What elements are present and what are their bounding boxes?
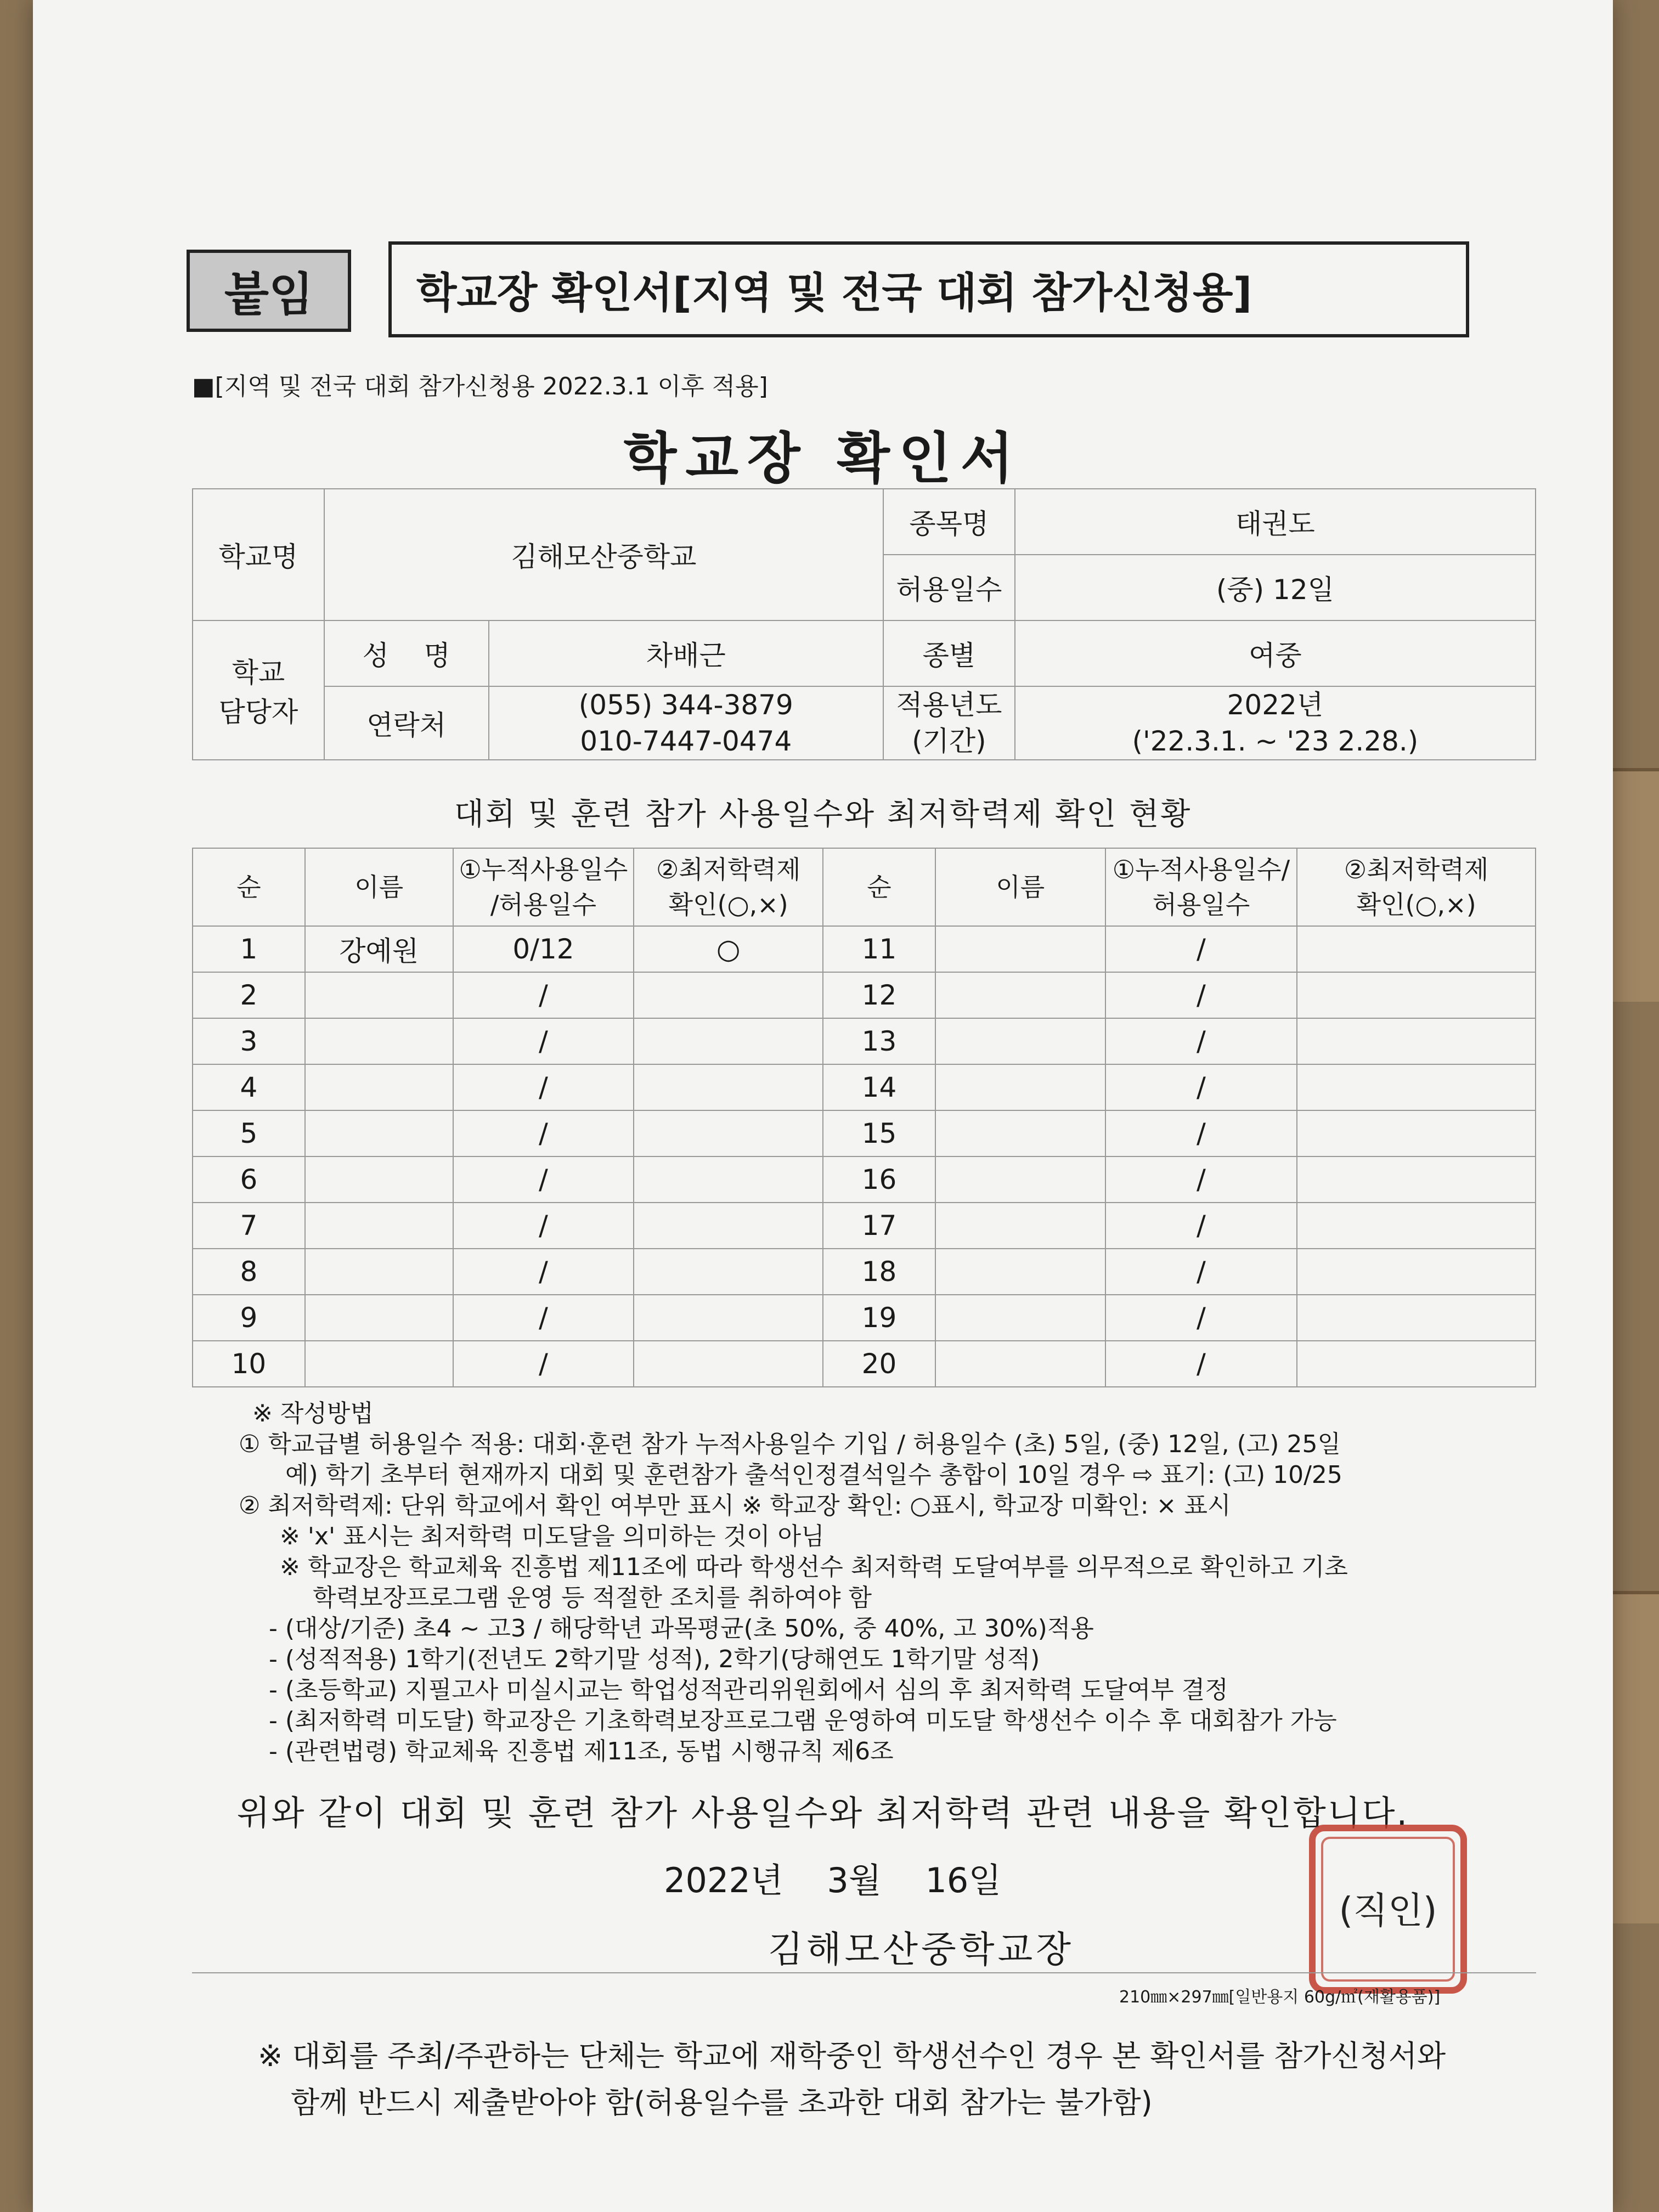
- min-grade-check: [1297, 1064, 1536, 1110]
- used-allowed-days: /: [1105, 1249, 1297, 1295]
- min-grade-check: [1297, 1295, 1536, 1341]
- student-name: 강예원: [305, 926, 453, 972]
- contact-phone-value: (055) 344-3879 010-7447-0474: [489, 686, 883, 760]
- student-name: [935, 972, 1105, 1018]
- bottom-note-line-2: 함께 반드시 제출받아야 함(허용일수를 초과한 대회 참가는 불가함): [291, 2085, 1153, 2120]
- used-allowed-days: /: [453, 1110, 634, 1156]
- min-grade-check: [634, 1341, 823, 1387]
- row-number: 5: [193, 1110, 305, 1156]
- participation-table: [192, 848, 1536, 1387]
- used-allowed-days: /: [1105, 1295, 1297, 1341]
- student-name: [305, 1295, 453, 1341]
- allowed-days-value: (중) 12일: [1015, 555, 1536, 620]
- info-table: [192, 488, 1536, 760]
- min-grade-check: [634, 1203, 823, 1249]
- attachment-tag: 붙임: [187, 250, 351, 332]
- row-number: 8: [193, 1249, 305, 1295]
- col-days: ①누적사용일수/ 허용일수: [1105, 848, 1297, 926]
- instruction-line: - (대상/기준) 초4 ~ 고3 / 해당학년 과목평균(초 50%, 중 40%, 고 30%)적용: [269, 1615, 1094, 1643]
- student-name: [935, 1341, 1105, 1387]
- student-name: [305, 1018, 453, 1064]
- section-title: 대회 및 훈련 참가 사용일수와 최저학력제 확인 현황: [454, 797, 1192, 832]
- col-name: 이름: [305, 848, 453, 926]
- event-value: 태권도: [1015, 489, 1536, 555]
- official-seal: [1306, 1821, 1470, 1997]
- contact-name-label: 성 명: [324, 620, 489, 686]
- min-grade-check: [1297, 1156, 1536, 1203]
- row-number: 13: [823, 1018, 935, 1064]
- min-grade-check: [1297, 1018, 1536, 1064]
- student-name: [935, 1156, 1105, 1203]
- used-allowed-days: /: [1105, 926, 1297, 972]
- contact-phone-label: 연락처: [324, 686, 489, 760]
- row-number: 1: [193, 926, 305, 972]
- used-allowed-days: /: [453, 1018, 634, 1064]
- student-name: [305, 1203, 453, 1249]
- min-grade-check: [634, 972, 823, 1018]
- header-title: 학교장 확인서[지역 및 전국 대회 참가신청용]: [388, 241, 1469, 337]
- student-name: [935, 1110, 1105, 1156]
- student-name: [935, 1295, 1105, 1341]
- min-grade-check: [634, 1064, 823, 1110]
- confirm-text: 위와 같이 대회 및 훈련 참가 사용일수와 최저학력 관련 내용을 확인합니다.: [236, 1793, 1409, 1833]
- instruction-line: - (관련법령) 학교체육 진흥법 제11조, 동법 시행규칙 제6조: [269, 1737, 894, 1765]
- event-label: 종목명: [883, 489, 1015, 555]
- student-name: [305, 972, 453, 1018]
- principal-name: 김해모산중학교장: [768, 1928, 1075, 1971]
- min-grade-check: [1297, 926, 1536, 972]
- row-number: 10: [193, 1341, 305, 1387]
- instruction-line: ※ 학교장은 학교체육 진흥법 제11조에 따라 학생선수 최저학력 도달여부를 의무적으로 확인하고 기초: [280, 1553, 1348, 1581]
- signature-date: 2022년 3월 16일: [664, 1860, 1002, 1900]
- used-allowed-days: /: [453, 972, 634, 1018]
- used-allowed-days: /: [453, 1341, 634, 1387]
- table-row: [193, 1064, 1536, 1110]
- col-days: ①누적사용일수 /허용일수: [453, 848, 634, 926]
- table-row: [193, 1156, 1536, 1203]
- row-number: 12: [823, 972, 935, 1018]
- min-grade-check: [634, 1156, 823, 1203]
- instruction-line: ② 최저학력제: 단위 학교에서 확인 여부만 표시 ※ 학교장 확인: ○표시, 학교장 미확인: × 표시: [239, 1492, 1231, 1520]
- table-row: [193, 1018, 1536, 1064]
- apply-year-value: 2022년 ('22.3.1. ~ '23 2.28.): [1015, 686, 1536, 760]
- row-number: 9: [193, 1295, 305, 1341]
- instruction-line: 예) 학기 초부터 현재까지 대회 및 훈련참가 출석인정결석일수 총합이 10일 경우 ⇨ 표기: (고) 10/25: [285, 1461, 1342, 1489]
- category-label: 종별: [883, 620, 1015, 686]
- row-number: 17: [823, 1203, 935, 1249]
- used-allowed-days: /: [1105, 1064, 1297, 1110]
- applied-note: ■[지역 및 전국 대회 참가신청용 2022.3.1 이후 적용]: [192, 373, 768, 400]
- divider: [192, 1972, 1536, 1973]
- document-title: 학교장 확인서: [623, 426, 1023, 490]
- table-header-row: [193, 848, 1536, 926]
- bottom-note-line-1: ※ 대회를 주최/주관하는 단체는 학교에 재학중인 학생선수인 경우 본 확인서를 참가신청서와: [258, 2039, 1446, 2073]
- student-name: [935, 1018, 1105, 1064]
- min-grade-check: [634, 1018, 823, 1064]
- min-grade-check: [634, 1249, 823, 1295]
- student-name: [305, 1249, 453, 1295]
- row-number: 7: [193, 1203, 305, 1249]
- contact-name-value: 차배근: [489, 620, 883, 686]
- student-name: [305, 1064, 453, 1110]
- student-name: [935, 1064, 1105, 1110]
- instruction-line: ※ 작성방법: [252, 1400, 374, 1427]
- min-grade-check: [1297, 972, 1536, 1018]
- instruction-line: 학력보장프로그램 운영 등 적절한 조치를 취하여야 함: [313, 1584, 872, 1612]
- col-name: 이름: [935, 848, 1105, 926]
- used-allowed-days: /: [1105, 1203, 1297, 1249]
- student-name: [935, 926, 1105, 972]
- used-allowed-days: /: [1105, 1341, 1297, 1387]
- used-allowed-days: /: [1105, 1018, 1297, 1064]
- row-number: 3: [193, 1018, 305, 1064]
- row-number: 4: [193, 1064, 305, 1110]
- student-name: [305, 1341, 453, 1387]
- used-allowed-days: /: [453, 1203, 634, 1249]
- row-number: 2: [193, 972, 305, 1018]
- table-row: [193, 1341, 1536, 1387]
- allowed-days-label: 허용일수: [883, 555, 1015, 620]
- instruction-line: - (성적적용) 1학기(전년도 2학기말 성적), 2학기(당해연도 1학기말 성적): [269, 1645, 1040, 1673]
- school-name-label: 학교명: [193, 489, 324, 620]
- student-name: [305, 1156, 453, 1203]
- row-number: 18: [823, 1249, 935, 1295]
- col-no: 순: [823, 848, 935, 926]
- row-number: 20: [823, 1341, 935, 1387]
- table-row: [193, 972, 1536, 1018]
- used-allowed-days: /: [453, 1295, 634, 1341]
- student-name: [305, 1110, 453, 1156]
- document-page: [33, 0, 1613, 2212]
- min-grade-check: [1297, 1341, 1536, 1387]
- contact-group-label: 학교 담당자: [193, 620, 324, 760]
- seal-mark: (직인): [1339, 1889, 1437, 1932]
- row-number: 15: [823, 1110, 935, 1156]
- instruction-line: - (최저학력 미도달) 학교장은 기초학력보장프로그램 운영하여 미도달 학생선수 이수 후 대회참가 가능: [269, 1707, 1337, 1735]
- student-name: [935, 1203, 1105, 1249]
- col-min-grade: ②최저학력제 확인(○,×): [1297, 848, 1536, 926]
- col-no: 순: [193, 848, 305, 926]
- row-number: 6: [193, 1156, 305, 1203]
- min-grade-check: [1297, 1110, 1536, 1156]
- table-row: [193, 926, 1536, 972]
- used-allowed-days: /: [453, 1156, 634, 1203]
- paper-spec: 210㎜×297㎜[일반용지 60g/㎡(재활용품)]: [1119, 1988, 1441, 2007]
- seal-icon: [1306, 1821, 1470, 1997]
- min-grade-check: [1297, 1249, 1536, 1295]
- used-allowed-days: /: [1105, 972, 1297, 1018]
- table-row: [193, 1110, 1536, 1156]
- school-name-value: 김해모산중학교: [324, 489, 883, 620]
- used-allowed-days: 0/12: [453, 926, 634, 972]
- used-allowed-days: /: [1105, 1110, 1297, 1156]
- instruction-line: ※ 'x' 표시는 최저학력 미도달을 의미하는 것이 아님: [280, 1522, 825, 1550]
- used-allowed-days: /: [453, 1249, 634, 1295]
- row-number: 19: [823, 1295, 935, 1341]
- min-grade-check: ○: [634, 926, 823, 972]
- table-row: [193, 1295, 1536, 1341]
- apply-year-label: 적용년도 (기간): [883, 686, 1015, 760]
- col-min-grade: ②최저학력제 확인(○,×): [634, 848, 823, 926]
- min-grade-check: [634, 1110, 823, 1156]
- student-name: [935, 1249, 1105, 1295]
- min-grade-check: [1297, 1203, 1536, 1249]
- category-value: 여중: [1015, 620, 1536, 686]
- row-number: 14: [823, 1064, 935, 1110]
- table-row: [193, 1203, 1536, 1249]
- row-number: 11: [823, 926, 935, 972]
- table-row: [193, 1249, 1536, 1295]
- instruction-line: ① 학교급별 허용일수 적용: 대회·훈련 참가 누적사용일수 기입 / 허용일수 (초) 5일, (중) 12일, (고) 25일: [239, 1430, 1341, 1458]
- row-number: 16: [823, 1156, 935, 1203]
- used-allowed-days: /: [453, 1064, 634, 1110]
- instruction-line: - (초등학교) 지필고사 미실시교는 학업성적관리위원회에서 심의 후 최저학력 도달여부 결정: [269, 1676, 1228, 1704]
- min-grade-check: [634, 1295, 823, 1341]
- used-allowed-days: /: [1105, 1156, 1297, 1203]
